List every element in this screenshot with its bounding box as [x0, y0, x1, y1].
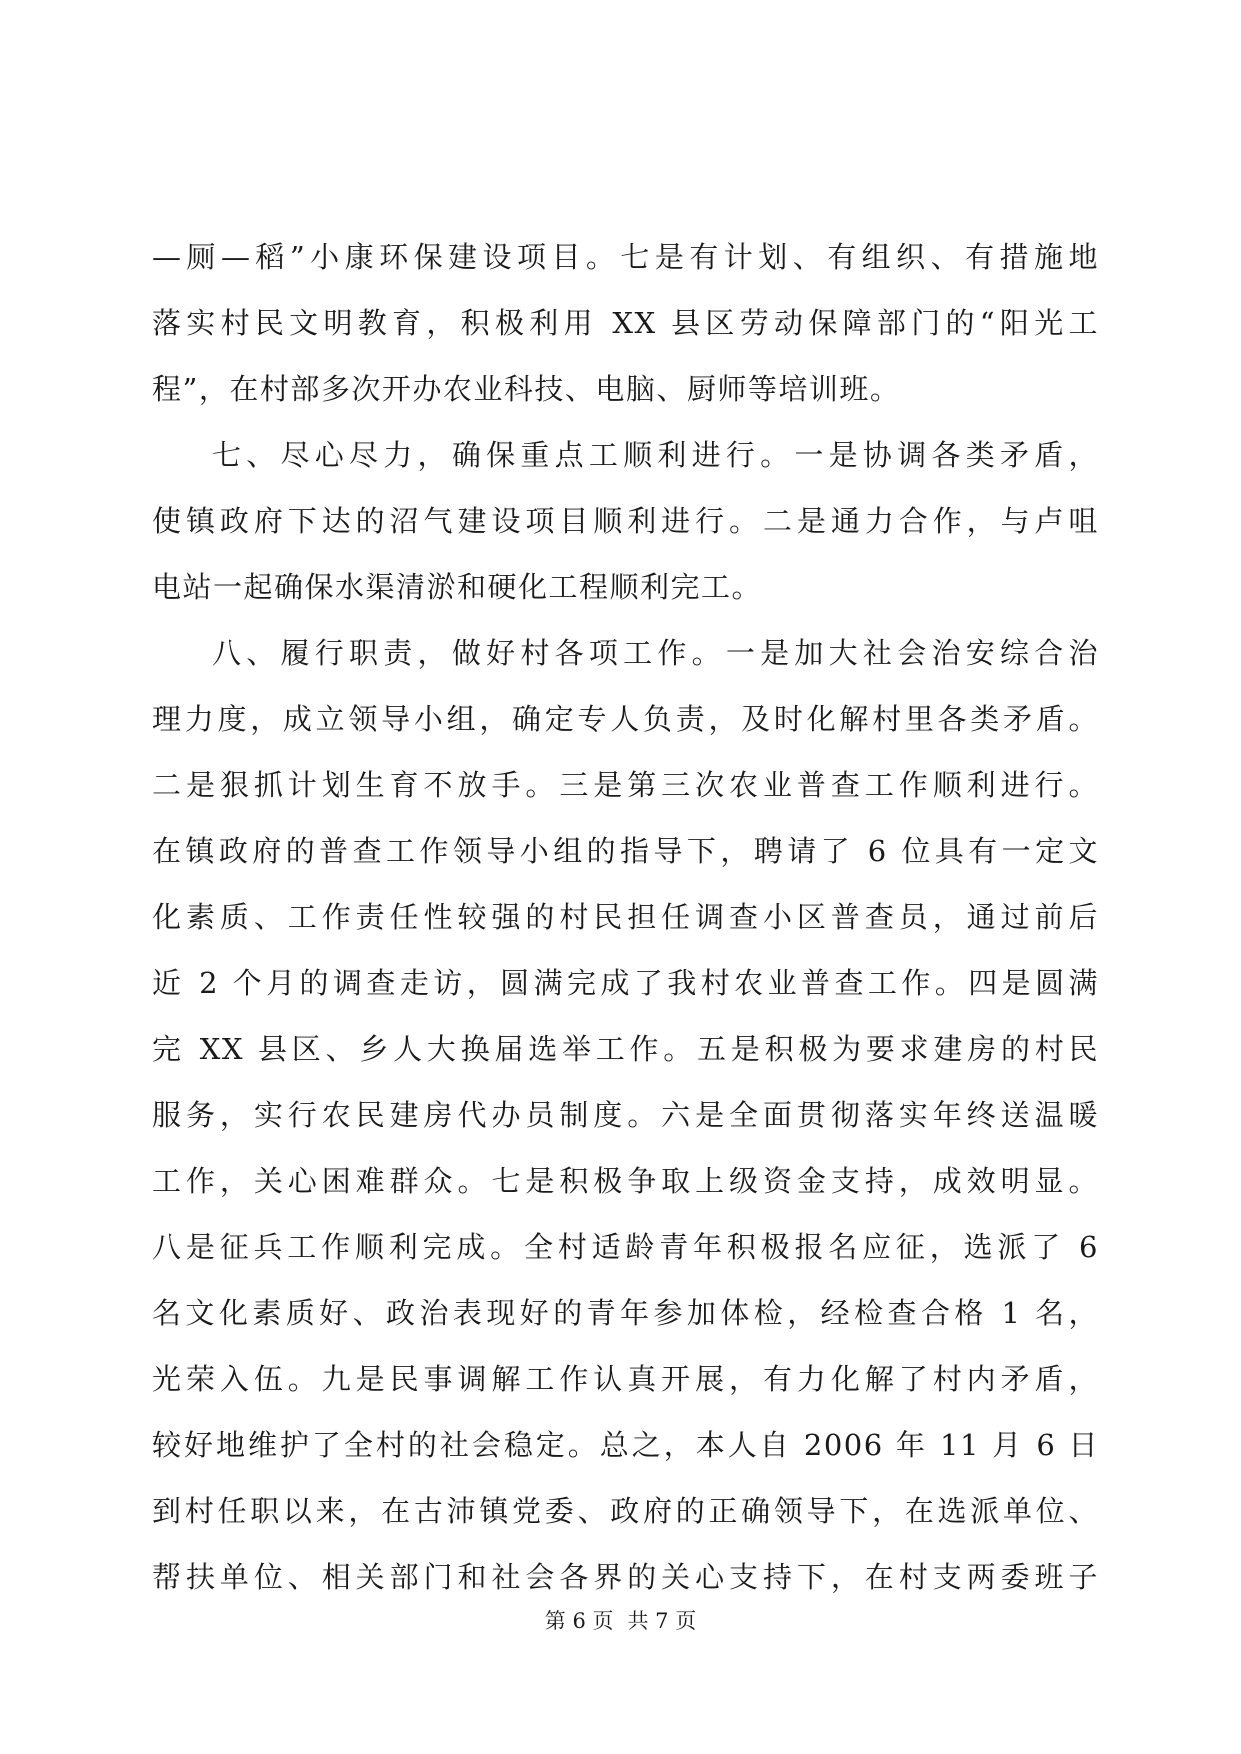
text-line: 名文化素质好、政治表现好的青年参加体检，经检查合格 1 名， [152, 1296, 1099, 1330]
text-line: 完 XX 县区、乡人大换届选举工作。五是积极为要求建房的村民 [152, 1032, 1099, 1066]
paragraph-2 [152, 422, 1099, 620]
page-number: 第 6 页 [544, 1609, 614, 1633]
paragraph-1 [152, 224, 1099, 422]
text-line: —厕—稻”小康环保建设项目。七是有计划、有组织、有措施地 [152, 240, 1099, 274]
text-line: 在镇政府的普查工作领导小组的指导下，聘请了 6 位具有一定文 [152, 834, 1099, 868]
text-line: 程”，在村部多次开办农业科技、电脑、厨师等培训班。 [152, 372, 901, 406]
text-line: 使镇政府下达的沼气建设项目顺利进行。二是通力合作，与卢咀 [152, 504, 1099, 538]
text-line: 八是征兵工作顺利完成。全村适龄青年积极报名应征，选派了 6 [152, 1230, 1099, 1264]
text-line: 到村任职以来，在古沛镇党委、政府的正确领导下，在选派单位、 [152, 1494, 1099, 1528]
text-line: 理力度，成立领导小组，确定专人负责，及时化解村里各类矛盾。 [152, 702, 1099, 736]
text-line: 化素质、工作责任性较强的村民担任调查小区普查员，通过前后 [152, 900, 1099, 934]
document-body [152, 224, 1099, 1610]
page-footer [0, 1606, 1241, 1636]
text-line: 近 2 个月的调查走访，圆满完成了我村农业普查工作。四是圆满 [152, 966, 1099, 1000]
paragraph-3 [152, 620, 1099, 1610]
text-line: 工作，关心困难群众。七是积极争取上级资金支持，成效明显。 [152, 1164, 1099, 1198]
text-line: 帮扶单位、相关部门和社会各界的关心支持下，在村支两委班子 [152, 1560, 1099, 1594]
text-line: 落实村民文明教育，积极利用 XX 县区劳动保障部门的“阳光工 [152, 306, 1099, 340]
text-line: 七、尽心尽力，确保重点工顺利进行。一是协调各类矛盾， [212, 438, 1099, 472]
page-total: 共 7 页 [627, 1609, 697, 1633]
text-line: 光荣入伍。九是民事调解工作认真开展，有力化解了村内矛盾， [152, 1362, 1099, 1396]
text-line: 服务，实行农民建房代办员制度。六是全面贯彻落实年终送温暖 [152, 1098, 1099, 1132]
text-line: 二是狠抓计划生育不放手。三是第三次农业普查工作顺利进行。 [152, 768, 1099, 802]
text-line: 电站一起确保水渠清淤和硬化工程顺利完工。 [152, 570, 763, 604]
text-line: 较好地维护了全村的社会稳定。总之，本人自 2006 年 11 月 6 日 [152, 1428, 1099, 1462]
text-line: 八、履行职责，做好村各项工作。一是加大社会治安综合治 [212, 636, 1099, 670]
